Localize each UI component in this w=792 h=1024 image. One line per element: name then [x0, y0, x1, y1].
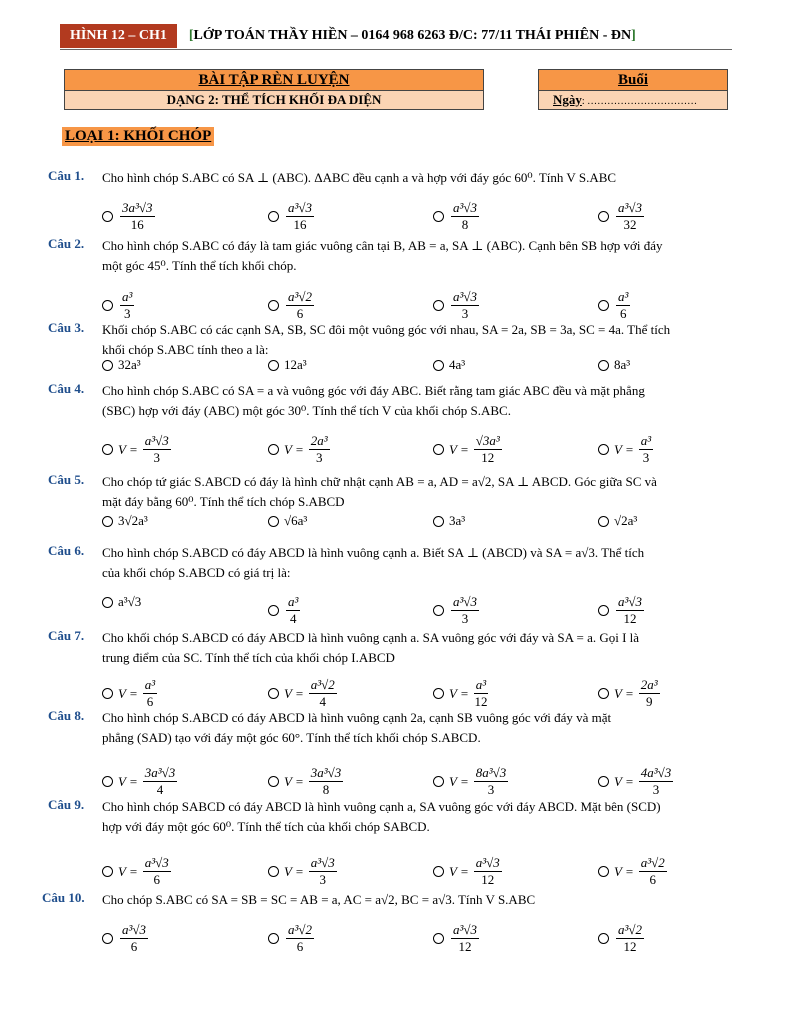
answer-option[interactable] [598, 855, 669, 888]
answer-option[interactable] [598, 513, 637, 529]
radio-circle-icon[interactable] [433, 444, 444, 455]
answer-option[interactable] [433, 922, 481, 955]
fraction-numerator: a³√2 [288, 922, 313, 937]
answer-option[interactable] [598, 357, 630, 373]
option-fraction [309, 765, 344, 798]
fraction-denominator: 8 [461, 217, 469, 232]
fraction-denominator: 12 [623, 611, 637, 626]
fraction-denominator: 12 [481, 450, 495, 465]
answer-option[interactable] [268, 677, 339, 710]
question-stem [102, 320, 730, 360]
option-value: 8a³ [614, 357, 631, 372]
radio-circle-icon[interactable] [268, 688, 279, 699]
answer-option[interactable] [102, 765, 179, 798]
header-text: [LỚP TOÁN THẦY HIỀN – 0164 968 6263 Đ/C: 77/11 THÁI PHIÊN - ĐN] [188, 28, 636, 43]
radio-circle-icon[interactable] [433, 211, 444, 222]
answer-option[interactable] [598, 594, 646, 627]
option-prefix: V = [449, 863, 469, 879]
answer-option[interactable] [433, 513, 465, 529]
radio-circle-icon[interactable] [598, 866, 609, 877]
question-label: Câu 7. [48, 628, 85, 643]
fraction-numerator: a³√2 [618, 922, 643, 937]
option-prefix: V = [449, 441, 469, 457]
fraction-denominator: 3 [319, 872, 326, 887]
fraction-numerator: 3a³√3 [310, 765, 342, 780]
fraction-numerator: a³√2 [640, 855, 665, 870]
answer-option[interactable] [433, 594, 481, 627]
radio-circle-icon[interactable] [102, 597, 113, 608]
fraction-numerator: a³ [288, 594, 299, 609]
question-stem [102, 168, 730, 188]
fraction-numerator: a³√3 [144, 433, 169, 448]
fraction-numerator: a³√3 [310, 855, 335, 870]
date-line: Ngày: …………………………… [539, 91, 727, 109]
answer-option[interactable] [598, 289, 632, 322]
radio-circle-icon[interactable] [598, 688, 609, 699]
question-stem [102, 381, 730, 421]
answer-option[interactable] [102, 200, 157, 233]
option-prefix: V = [614, 863, 634, 879]
fraction-numerator: a³ [475, 677, 487, 692]
fraction-numerator: a³ [122, 289, 133, 304]
fraction-denominator: 4 [289, 611, 297, 626]
answer-option[interactable] [268, 289, 316, 322]
question-stem [102, 708, 730, 748]
answer-option[interactable] [598, 765, 675, 798]
section-heading: LOẠI 1: KHỐI CHÓP [62, 127, 214, 146]
option-fraction [616, 594, 644, 627]
option-fraction [309, 855, 337, 888]
fraction-numerator: a³√3 [453, 289, 478, 304]
option-fraction [451, 594, 479, 627]
fraction-denominator: 3 [461, 306, 469, 321]
chapter-tag: HÌNH 12 – CH1 [60, 24, 177, 48]
fraction-numerator: 3a³√3 [144, 765, 176, 780]
question-stem [102, 236, 730, 276]
radio-circle-icon[interactable] [598, 444, 609, 455]
answer-option[interactable] [433, 357, 465, 373]
fraction-denominator: 3 [315, 450, 323, 465]
fraction-denominator: 16 [293, 217, 307, 232]
stem-line: Cho hình chóp S.ABCD có đáy ABCD là hình vuông cạnh 2a, cạnh SB vuông góc với đáy và mặt [102, 710, 612, 725]
option-fraction [639, 765, 674, 798]
answer-option[interactable] [268, 594, 302, 627]
answer-option[interactable] [268, 357, 307, 373]
fraction-denominator: 3 [487, 782, 495, 797]
option-fraction [639, 677, 660, 710]
radio-circle-icon[interactable] [102, 360, 113, 371]
option-fraction [639, 855, 667, 888]
question-label: Câu 1. [48, 168, 85, 183]
option-prefix: V = [449, 685, 469, 701]
fraction-denominator: 6 [153, 872, 160, 887]
answer-option[interactable] [433, 433, 504, 466]
stem-line: Cho hình chóp S.ABC có SA ⊥ (ABC). ΔABC đều cạnh a và hợp với đáy góc 60⁰. Tính V S.ABC [102, 170, 617, 185]
exercise-title: BÀI TẬP RÈN LUYỆN [65, 70, 483, 91]
answer-option[interactable] [598, 677, 662, 710]
stem-line: Cho hình chóp S.ABC có SA = a và vuông góc với đáy ABC. Biết rằng tam giác ABC đều và mặt phẳng [102, 383, 645, 398]
radio-circle-icon[interactable] [102, 688, 113, 699]
fraction-numerator: 8a³√3 [475, 765, 507, 780]
option-value: a³√3 [118, 594, 142, 609]
stem-line: một góc 45⁰. Tính thể tích khối chóp. [102, 258, 297, 273]
radio-circle-icon[interactable] [433, 688, 444, 699]
answer-option[interactable] [433, 289, 481, 322]
question-label: Câu 9. [48, 797, 85, 812]
question-label: Câu 8. [48, 708, 85, 723]
radio-circle-icon[interactable] [433, 516, 444, 527]
fraction-numerator: a³√3 [453, 594, 478, 609]
question-stem [102, 628, 730, 668]
stem-line: phẳng (SAD) tạo với đáy một góc 60°. Tính thể tích khối chóp S.ABCD. [102, 730, 481, 745]
fraction-denominator: 3 [642, 450, 650, 465]
answer-option[interactable] [268, 200, 316, 233]
option-fraction [120, 200, 155, 233]
fraction-denominator: 12 [458, 939, 472, 954]
option-fraction [639, 433, 653, 466]
radio-circle-icon[interactable] [102, 211, 113, 222]
stem-line: mặt đáy bằng 60⁰. Tính thể tích chóp S.ABCD [102, 494, 345, 509]
radio-circle-icon[interactable] [102, 776, 113, 787]
option-value: 32a³ [118, 357, 141, 372]
answer-option[interactable] [268, 855, 339, 888]
fraction-denominator: 4 [319, 694, 326, 709]
answer-option[interactable] [102, 433, 173, 466]
fraction-denominator: 6 [146, 694, 154, 709]
fraction-denominator: 12 [474, 694, 488, 709]
radio-circle-icon[interactable] [598, 360, 609, 371]
answer-option[interactable] [268, 513, 307, 529]
answer-option[interactable] [268, 433, 332, 466]
option-value: 4a³ [449, 357, 466, 372]
option-fraction [451, 289, 479, 322]
radio-circle-icon[interactable] [268, 776, 279, 787]
fraction-numerator: a³ [144, 677, 156, 692]
option-value: 3√2a³ [118, 513, 148, 528]
fraction-denominator: 3 [123, 306, 131, 321]
fraction-denominator: 16 [130, 217, 144, 232]
header-contact: LỚP TOÁN THẦY HIỀN – 0164 968 6263 Đ/C: 77/11 THÁI PHIÊN - ĐN [193, 28, 632, 43]
fraction-numerator: a³√3 [453, 922, 478, 937]
option-value: √6a³ [284, 513, 308, 528]
answer-option[interactable] [102, 922, 150, 955]
radio-circle-icon[interactable] [433, 933, 444, 944]
session-title: Buổi [539, 70, 727, 91]
question-label: Câu 3. [48, 320, 85, 335]
option-fraction [451, 922, 479, 955]
fraction-numerator: a³ [640, 433, 652, 448]
option-fraction [286, 922, 314, 955]
fraction-numerator: 4a³√3 [640, 765, 672, 780]
option-prefix: V = [284, 685, 304, 701]
fraction-denominator: 3 [461, 611, 469, 626]
option-prefix: V = [118, 441, 138, 457]
fraction-denominator: 6 [649, 872, 656, 887]
option-fraction [309, 433, 330, 466]
option-prefix: V = [614, 773, 634, 789]
fraction-numerator: a³√3 [288, 200, 313, 215]
fraction-denominator: 6 [130, 939, 138, 954]
option-fraction [616, 200, 644, 233]
answer-option[interactable] [598, 433, 655, 466]
answer-option[interactable] [102, 513, 148, 529]
question-stem [102, 797, 730, 837]
radio-circle-icon[interactable] [268, 516, 279, 527]
option-prefix: V = [284, 441, 304, 457]
option-fraction [143, 677, 157, 710]
answer-option[interactable] [102, 594, 141, 610]
stem-line: Cho hình chóp SABCD có đáy ABCD là hình vuông cạnh a, SA vuông góc với đáy ABCD. Mặt bên (SCD) [102, 799, 661, 814]
radio-circle-icon[interactable] [268, 933, 279, 944]
radio-circle-icon[interactable] [268, 605, 279, 616]
fraction-denominator: 4 [156, 782, 164, 797]
answer-option[interactable] [598, 200, 646, 233]
option-fraction [309, 677, 337, 710]
answer-option[interactable] [102, 357, 141, 373]
radio-circle-icon[interactable] [433, 300, 444, 311]
option-fraction [286, 289, 314, 322]
stem-line: khối chóp S.ABC tính theo a là: [102, 342, 269, 357]
fraction-numerator: 3a³√3 [122, 200, 153, 215]
fraction-numerator: a³√3 [618, 594, 643, 609]
question-label: Câu 5. [48, 472, 85, 487]
option-value: 12a³ [284, 357, 307, 372]
option-fraction [451, 200, 479, 233]
radio-circle-icon[interactable] [598, 300, 609, 311]
fraction-denominator: 32 [623, 217, 637, 232]
fraction-denominator: 12 [481, 872, 495, 887]
radio-circle-icon[interactable] [598, 933, 609, 944]
fraction-numerator: a³√3 [475, 855, 500, 870]
fraction-numerator: 2a³ [310, 433, 328, 448]
radio-circle-icon[interactable] [268, 444, 279, 455]
question-label: Câu 2. [48, 236, 85, 251]
radio-circle-icon[interactable] [433, 776, 444, 787]
radio-circle-icon[interactable] [598, 211, 609, 222]
question-stem [102, 890, 730, 910]
option-prefix: V = [118, 863, 138, 879]
exercise-subtitle: DẠNG 2: THỂ TÍCH KHỐI ĐA DIỆN [65, 91, 483, 109]
fraction-numerator: a³√3 [122, 922, 147, 937]
radio-circle-icon[interactable] [268, 866, 279, 877]
option-prefix: V = [118, 773, 138, 789]
stem-line: Khối chóp S.ABC có các cạnh SA, SB, SC đôi một vuông góc với nhau, SA = 2a, SB = 3a, SC = 4a. Thể tích [102, 322, 671, 337]
question-label: Câu 4. [48, 381, 85, 396]
session-box [538, 69, 728, 110]
fraction-numerator: a³√2 [310, 677, 335, 692]
radio-circle-icon[interactable] [598, 776, 609, 787]
fraction-numerator: 2a³ [640, 677, 658, 692]
title-box [64, 69, 484, 110]
option-value: √2a³ [614, 513, 638, 528]
stem-line: Cho hình chóp S.ABC có đáy là tam giác vuông cân tại B, AB = a, SA ⊥ (ABC). Cạnh bên SB hợp với đáy [102, 238, 663, 253]
fraction-numerator: a³√3 [618, 200, 643, 215]
fraction-denominator: 6 [619, 306, 627, 321]
option-fraction [286, 594, 300, 627]
option-prefix: V = [449, 773, 469, 789]
stem-line: Cho chóp S.ABC có SA = SB = SC = AB = a, AC = a√2, BC = a√3. Tính V S.ABC [102, 892, 536, 907]
stem-line: Cho hình chóp S.ABCD có đáy ABCD là hình vuông cạnh a. Biết SA ⊥ (ABCD) và SA = a√3. Thể tích [102, 545, 645, 560]
question-label: Câu 6. [48, 543, 85, 558]
answer-option[interactable] [102, 855, 173, 888]
radio-circle-icon[interactable] [268, 300, 279, 311]
radio-circle-icon[interactable] [598, 605, 609, 616]
header-divider [60, 49, 732, 50]
page-header [60, 24, 636, 48]
stem-line: Cho khối chóp S.ABCD có đáy ABCD là hình vuông cạnh a. SA vuông góc với đáy và SA = a. Gọi I là [102, 630, 640, 645]
option-fraction [474, 677, 488, 710]
radio-circle-icon[interactable] [102, 444, 113, 455]
option-fraction [616, 289, 630, 322]
option-fraction [474, 433, 502, 466]
answer-option[interactable] [102, 677, 159, 710]
fraction-numerator: a³√2 [288, 289, 313, 304]
question-stem [102, 543, 730, 583]
answer-option[interactable] [433, 200, 481, 233]
answer-option[interactable] [268, 922, 316, 955]
question-label: Câu 10. [42, 890, 85, 905]
answer-option[interactable] [433, 677, 490, 710]
option-fraction [616, 922, 644, 955]
stem-line: của khối chóp S.ABCD có giá trị là: [102, 565, 291, 580]
option-prefix: V = [614, 685, 634, 701]
fraction-numerator: √3a³ [475, 433, 500, 448]
answer-option[interactable] [433, 765, 510, 798]
radio-circle-icon[interactable] [433, 360, 444, 371]
answer-option[interactable] [268, 765, 345, 798]
radio-circle-icon[interactable] [433, 605, 444, 616]
option-fraction [143, 765, 178, 798]
option-fraction [120, 289, 134, 322]
answer-option[interactable] [102, 289, 136, 322]
stem-line: trung điểm của SC. Tính thể tích của khối chóp I.ABCD [102, 650, 395, 665]
radio-circle-icon[interactable] [102, 300, 113, 311]
answer-option[interactable] [598, 922, 646, 955]
question-stem [102, 472, 730, 512]
radio-circle-icon[interactable] [102, 866, 113, 877]
radio-circle-icon[interactable] [433, 866, 444, 877]
answer-option[interactable] [433, 855, 504, 888]
stem-line: hợp với đáy một góc 60⁰. Tính thể tích của khối chóp SABCD. [102, 819, 430, 834]
fraction-denominator: 12 [623, 939, 637, 954]
fraction-numerator: a³ [618, 289, 629, 304]
option-fraction [143, 855, 171, 888]
option-fraction [286, 200, 314, 233]
stem-line: Cho chóp tứ giác S.ABCD có đáy là hình chữ nhật cạnh AB = a, AD = a√2, SA ⊥ ABCD. Góc giữa SC và [102, 474, 657, 489]
option-fraction [474, 855, 502, 888]
radio-circle-icon[interactable] [268, 360, 279, 371]
radio-circle-icon[interactable] [102, 933, 113, 944]
fraction-denominator: 9 [645, 694, 653, 709]
fraction-denominator: 3 [153, 450, 160, 465]
option-value: 3a³ [449, 513, 466, 528]
option-fraction [120, 922, 148, 955]
stem-line: (SBC) hợp với đáy (ABC) một góc 30⁰. Tính thể tích V của khối chóp S.ABC. [102, 403, 511, 418]
radio-circle-icon[interactable] [598, 516, 609, 527]
radio-circle-icon[interactable] [268, 211, 279, 222]
option-prefix: V = [614, 441, 634, 457]
fraction-denominator: 6 [296, 939, 304, 954]
option-fraction [474, 765, 509, 798]
fraction-denominator: 6 [296, 306, 304, 321]
option-prefix: V = [284, 863, 304, 879]
option-prefix: V = [284, 773, 304, 789]
fraction-numerator: a³√3 [453, 200, 478, 215]
option-prefix: V = [118, 685, 138, 701]
fraction-denominator: 8 [322, 782, 330, 797]
fraction-numerator: a³√3 [144, 855, 169, 870]
radio-circle-icon[interactable] [102, 516, 113, 527]
option-fraction [143, 433, 171, 466]
fraction-denominator: 3 [652, 782, 660, 797]
